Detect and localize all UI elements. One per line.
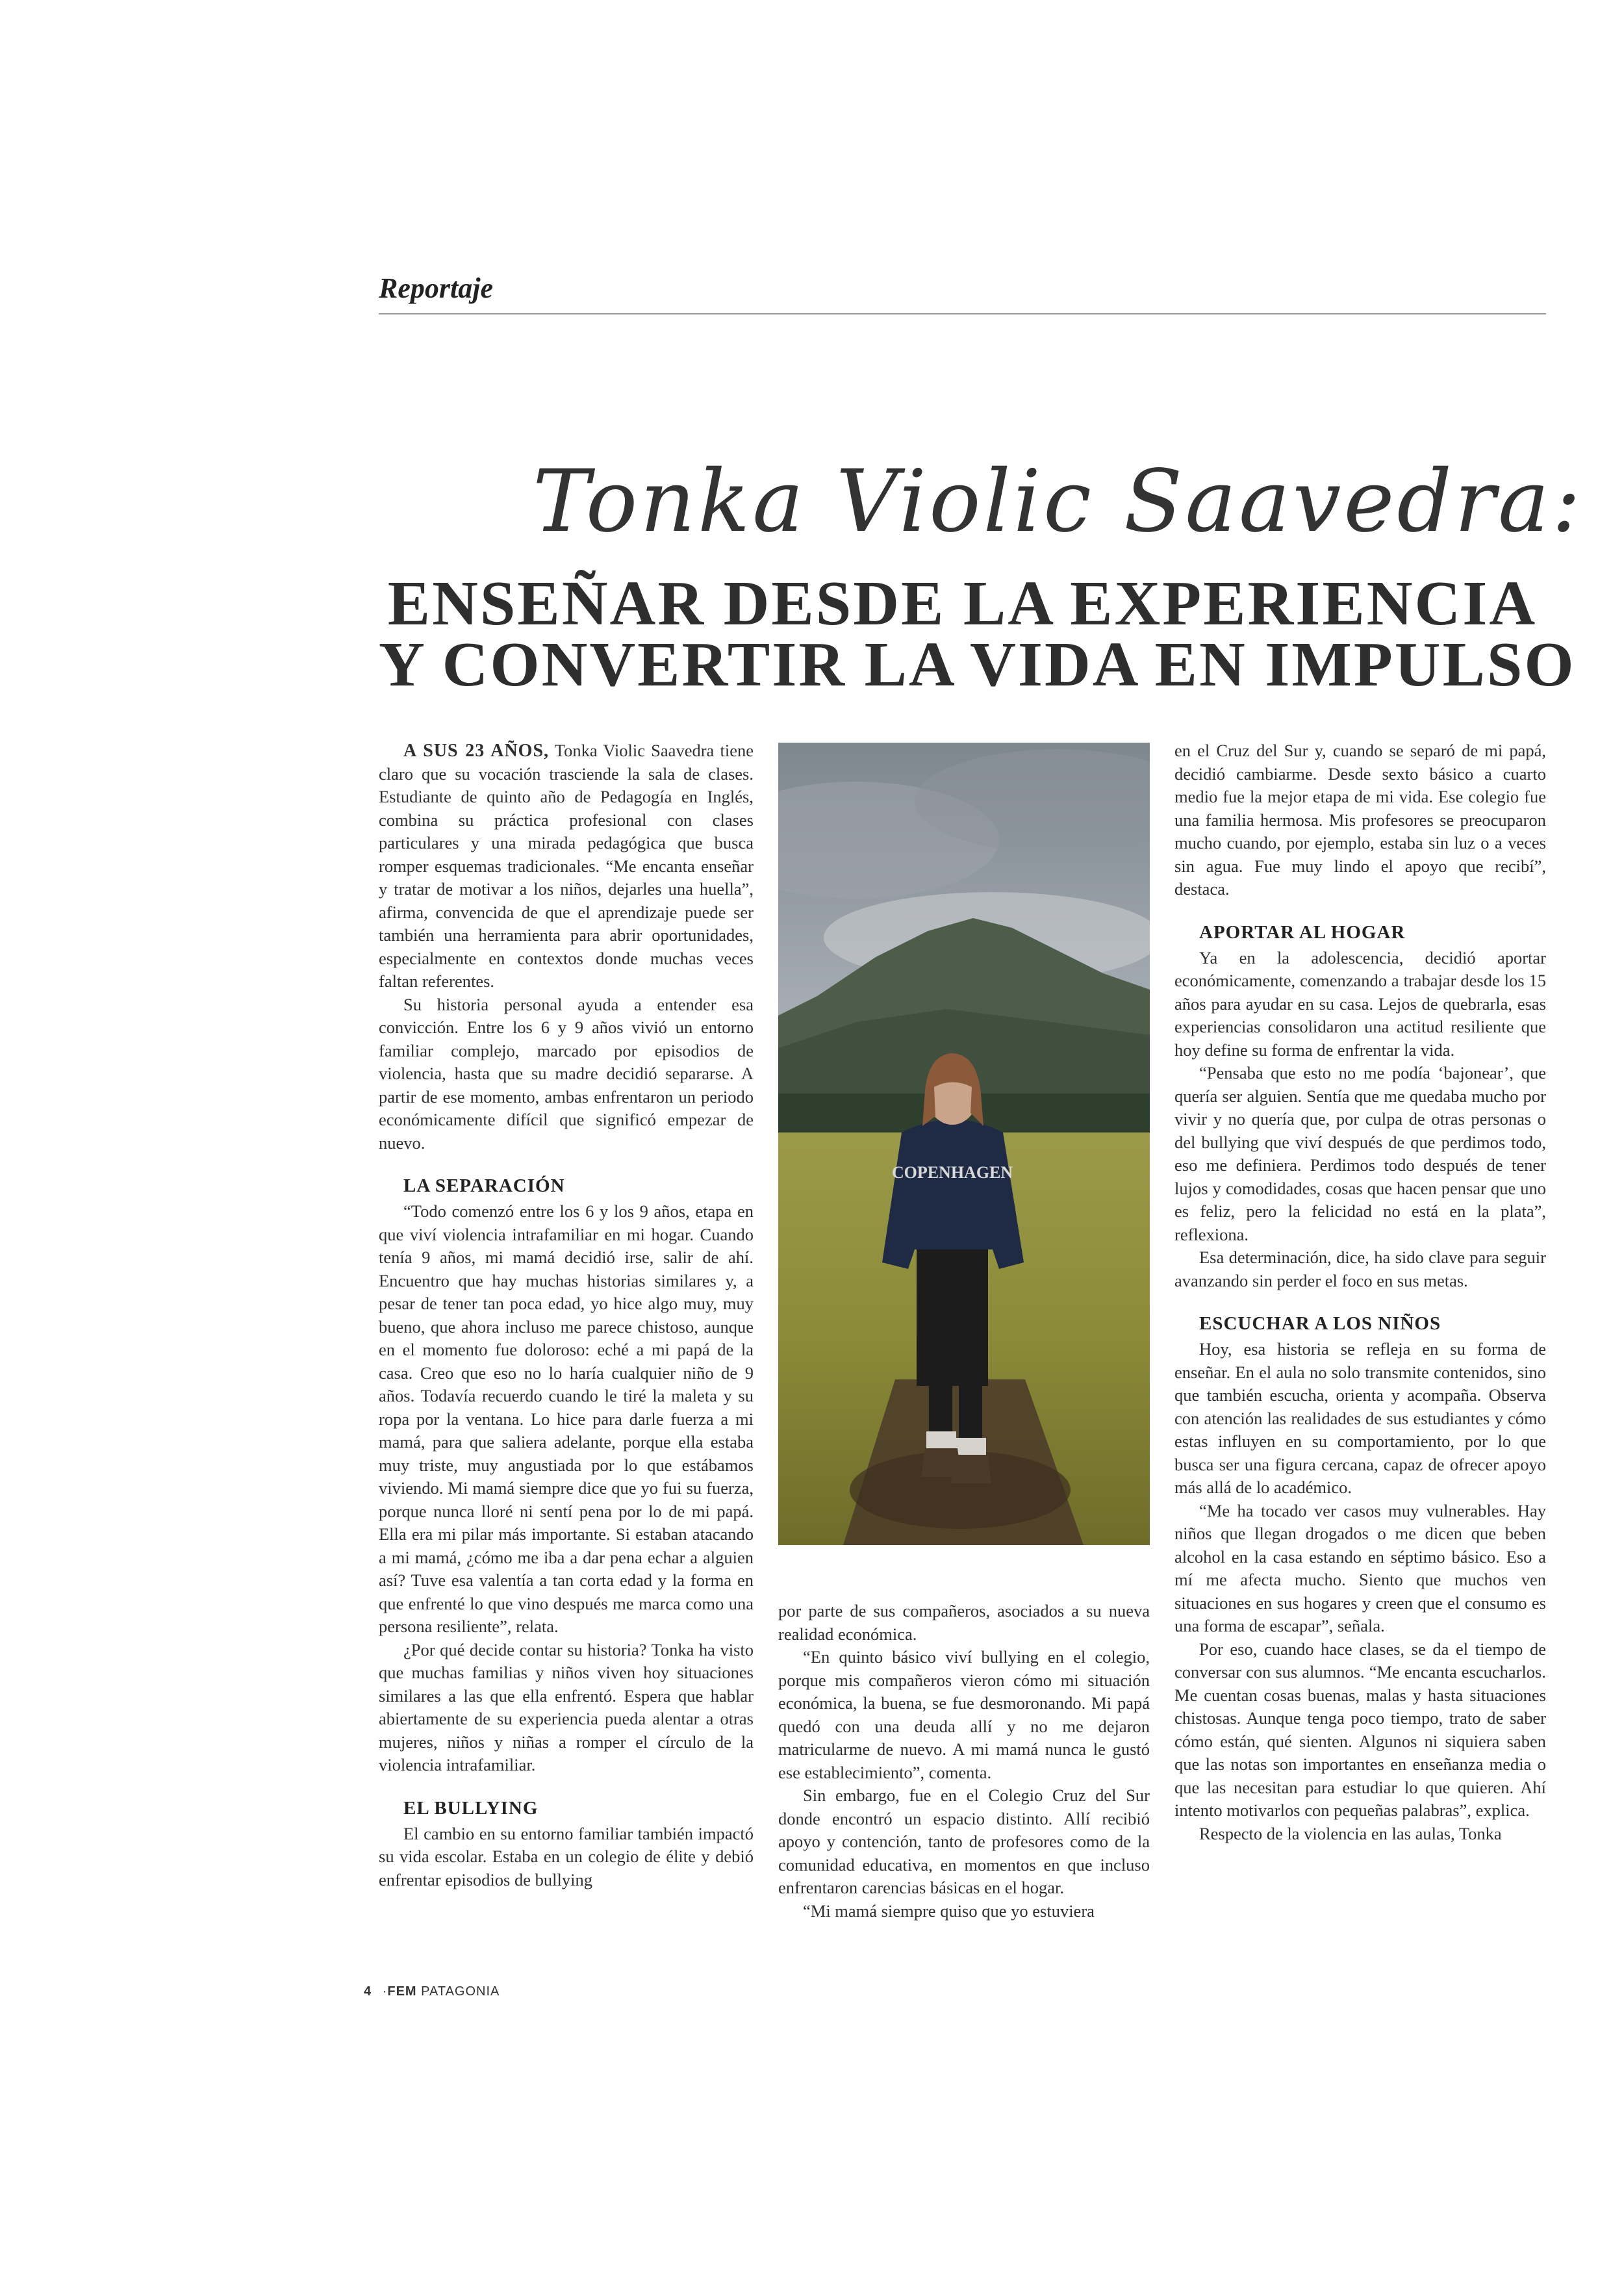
paragraph: Sin embargo, fue en el Colegio Cruz del Sur donde encontró un espacio distinto. Allí recibió apoyo y contención, tanto de profesores como de la comunidad educativa, en momentos en que incluso enfrentaron carencias básicas en el hogar. [778, 1785, 1150, 1897]
lead-in: A SUS 23 AÑOS, [403, 741, 550, 761]
article-title-name: Tonka Violic Saavedra: [533, 452, 1584, 552]
article-column-3 [1174, 739, 1546, 1845]
article-headline-line2: Y CONVERTIR LA VIDA EN IMPULSO [379, 630, 1576, 700]
footer-publication: PATAGONIA [421, 1984, 500, 1999]
paragraph: “Me ha tocado ver casos muy vulnerables. Hay niños que llegan drogados o me dicen que beben alcohol en la casa estando en séptimo básico. Eso a mí me afecta mucho. Siento que muchos ven situaciones en sus hogares y creen que el consumo es una forma de escapar”, señala. [1174, 1500, 1546, 1635]
paragraph [379, 739, 754, 993]
header-divider [379, 313, 1546, 314]
paragraph: en el Cruz del Sur y, cuando se separó de mi papá, decidió cambiarme. Desde sexto básico a cuarto medio fue la mejor etapa de mi vida. Ese colegio fue una familia hermosa. Mis profesores se preocuparon mucho cuando, por ejemplo, estaba sin luz o a veces sin agua. Fue muy lindo el apoyo que recibí”, destaca. [1174, 741, 1546, 899]
footer-brand: FEM [387, 1984, 417, 1999]
paragraph: Por eso, cuando hace clases, se da el tiempo de conversar con sus alumnos. “Me encanta escucharlos. Me cuentan cosas buenas, malas y hasta situaciones chistosas. Aunque tenga poco tiempo, trato de saber cómo están, qué sienten. Algunos ni siquiera saben que las notas son importantes en enseñanza media o que las necesitan para estudiar lo que quieren. Ahí intento motivarlos con pequeñas palabras”, explica. [1174, 1639, 1546, 1820]
page-number: 4 [364, 1984, 372, 1999]
paragraph: “En quinto básico viví bullying en el colegio, porque mis compañeros vieron cómo mi situación económica, la buena, se fue desmoronando. Mi papá quedó con una deuda allí y no me dejaron matricularme de nuevo. A mi mamá nunca le gustó ese establecimiento”, comenta. [778, 1647, 1150, 1782]
article-column-1 [379, 739, 754, 1891]
footer-separator: · [382, 1984, 388, 1999]
paragraph: El cambio en su entorno familiar también impactó su vida escolar. Estaba en un colegio de élite y debió enfrentar episodios de bullying [379, 1823, 754, 1889]
paragraph: Su historia personal ayuda a entender esa convicción. Entre los 6 y 9 años vivió un entorno familiar complejo, marcado por episodios de violencia, hasta que su madre decidió separarse. A partir de ese momento, ambas enfrentaron un periodo económicamente difícil que significó empezar de nuevo. [379, 994, 754, 1153]
article-column-2 [778, 1600, 1150, 1923]
paragraph: Ya en la adolescencia, decidió aportar económicamente, comenzando a trabajar desde los 15 años para ayudar en su casa. Lejos de quebrarla, esas experiencias consolidaron una actitud resiliente que hoy define su forma de enfrentar la vida. [1174, 947, 1546, 1060]
subheading-hogar: APORTAR AL HOGAR [1199, 921, 1406, 943]
paragraph: ¿Por qué decide contar su historia? Tonka ha visto que muchas familias y niños viven hoy situaciones similares a las que ella enfrentó. Espera que hablar abiertamente de su experiencia pueda alentar a otras mujeres, niños y niñas a romper el círculo de la violencia intrafamiliar. [379, 1639, 754, 1774]
paragraph-text: Tonka Violic Saavedra tiene claro que su vocación trasciende la sala de clases. Estudiante de quinto año de Pedagogía en Inglés, combina su práctica profesional con clases particulares y una mirada pedagógica que busca romper esquemas tradicionales. “Me encanta enseñar y tratar de motivar a los niños, dejarles una huella”, afirma, convencida de que el aprendizaje puede ser también una herramienta para abrir oportunidades, especialmente en contextos donde muchas veces faltan referentes. [379, 741, 754, 991]
photo-illustration [778, 743, 1150, 1545]
article-photo [778, 743, 1150, 1545]
page-footer [364, 1984, 500, 1999]
subheading-separacion: LA SEPARACIÓN [403, 1175, 565, 1196]
paragraph: Respecto de la violencia en las aulas, Tonka [1199, 1823, 1502, 1843]
paragraph: Hoy, esa historia se refleja en su forma de enseñar. En el aula no solo transmite contenidos, sino que también escucha, orienta y acompaña. Observa con atención las realidades de sus estudiantes y cómo estas influyen en su comportamiento, por lo que busca ser una figura cercana, capaz de ofrecer apoyo más allá de lo académico. [1174, 1339, 1546, 1497]
article-headline-line1: ENSEÑAR DESDE LA EXPERIENCIA [387, 569, 1538, 639]
paragraph: “Mi mamá siempre quiso que yo estuviera [803, 1900, 1095, 1921]
paragraph: por parte de sus compañeros, asociados a su nueva realidad económica. [778, 1601, 1150, 1644]
sweatshirt-text: COPENHAGEN [891, 1163, 1013, 1182]
subheading-bullying: EL BULLYING [403, 1797, 539, 1819]
paragraph: “Todo comenzó entre los 6 y los 9 años, etapa en que viví violencia intrafamiliar en mi hogar. Cuando tenía 9 años, mi mamá decidió irse, salir de ahí. Encuentro que hay muchas historias similares y, a pesar de tener tan poca edad, yo hice algo muy, muy bueno, que ahora incluso me parece chistoso, aunque en el momento fue doloroso: eché a mi papá de la casa. Creo que eso no lo haría cualquier niño de 9 años. Todavía recuerdo cuando le tiré la maleta y su ropa por la ventana. Lo hice para darle fuerza a mi mamá, para que saliera adelante, porque ella estaba muy triste, muy angustiada por lo que estábamos viviendo. Mi mamá siempre dice que yo fui su fuerza, porque nunca lloré ni sentí pena por lo de mi papá. Ella era mi pilar más importante. Si estaban atacando a mi mamá, ¿cómo me iba a dar pena echar a alguien así? Tuve esa valentía a tan corta edad y la forma en que enfrenté lo que vino después me marca como una persona resiliente”, relata. [379, 1201, 754, 1636]
paragraph: Esa determinación, dice, ha sido clave para seguir avanzando sin perder el foco en sus metas. [1174, 1248, 1546, 1290]
section-tag: Reportaje [379, 272, 493, 304]
paragraph: “Pensaba que esto no me podía ‘bajonear’, que quería ser alguien. Sentía que me quedaba mucho por vivir y no quería que, por culpa de otras personas o del bullying que viví después de que perdimos todo, eso me definiera. Perdimos todo después de tener lujos y comodidades, cosas que hacen pensar que uno es feliz, pero la felicidad no está en la plata”, reflexiona. [1174, 1063, 1546, 1244]
subheading-ninos: ESCUCHAR A LOS NIÑOS [1199, 1313, 1441, 1334]
